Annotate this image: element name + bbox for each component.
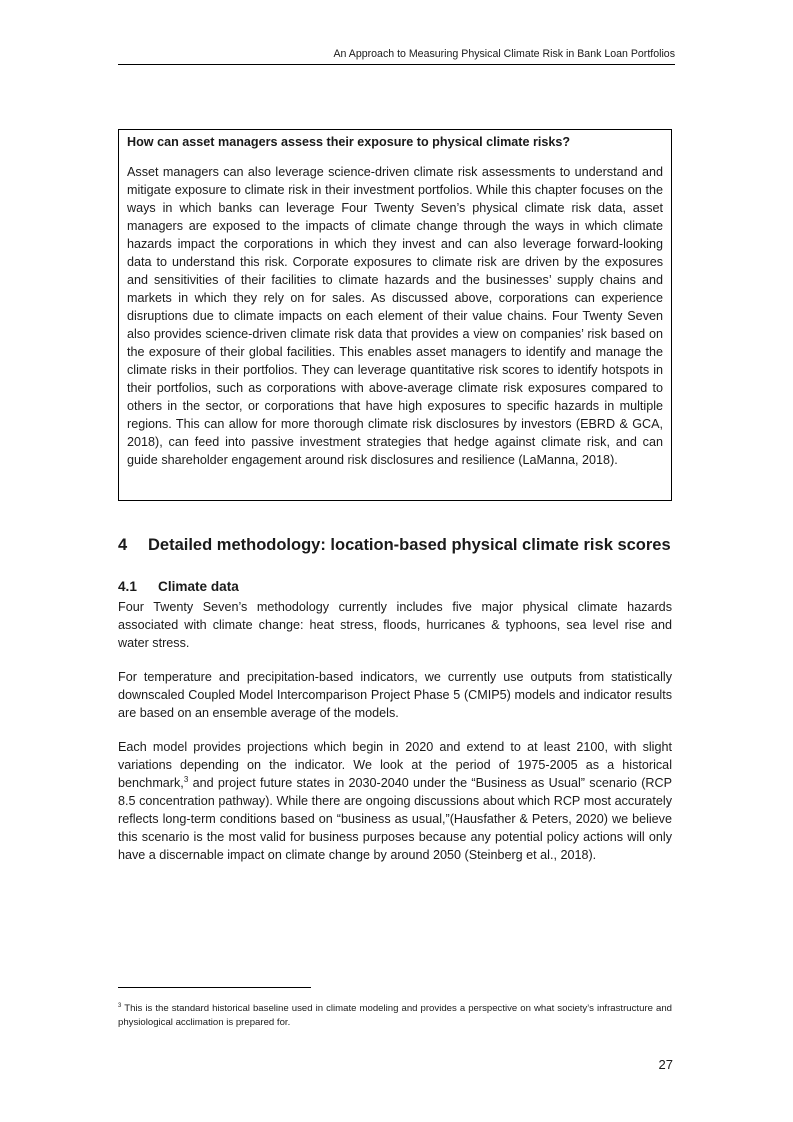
box-body: Asset managers can also leverage science-driven climate risk assessments to understand and mitigate exposure to climate risk in their investment portfolios. While this chapter focuses on the ways in which banks can leverage Four Twenty Seven’s physical climate risk data, asset managers are exposed to the impacts of climate change through the ways in which climate hazards impact the corporations in which they invest and can also leverage forward-looking data to understand this risk. Corporate exposures to climate risk are driven by the exposures and sensitivities of their facilities to climate hazards and the businesses’ supply chains and markets in which they rely on for sales. As discussed above, corporations can experience disruptions due to climate impacts on each element of their value chains. Four Twenty Seven also provides science-driven climate risk data that provides a view on companies’ risk based on the exposure of their global facilities. This enables asset managers to identify and manage the climate risks in their portfolios. They can leverage quantitative risk scores to identify hotspots in their portfolios, such as corporations with above-average climate risk exposures compared to others in the sector, or corporations that have high exposures to specific hazards in multiple regions. This can allow for more thorough climate risk disclosures by investors (EBRD & GCA, 2018), can feed into passive investment strategies that hedge against climate risk, and can guide shareholder engagement around risk disclosures and resilience (LaManna, 2018). <box>127 165 663 467</box>
subsection-heading <box>118 579 239 594</box>
body-content <box>118 598 672 880</box>
running-header <box>118 48 675 65</box>
footnote-divider <box>118 987 311 988</box>
paragraph-models: For temperature and precipitation-based indicators, we currently use outputs from statistically downscaled Coupled Model Intercomparison Project Phase 5 (CMIP5) models and indicator results are based on an ensemble average of the models. <box>118 670 672 720</box>
section-number: 4 <box>118 536 128 554</box>
box-title: How can asset managers assess their exposure to physical climate risks? <box>127 135 571 149</box>
section-title: Detailed methodology: location-based physical climate risk scores <box>148 536 671 554</box>
sidebar-box <box>118 129 672 501</box>
page-number: 27 <box>658 1057 673 1072</box>
footnote <box>118 999 672 1030</box>
subsection-number: 4.1 <box>118 579 137 594</box>
subsection-title: Climate data <box>158 579 239 594</box>
running-title: An Approach to Measuring Physical Climate Risk in Bank Loan Portfolios <box>333 48 675 60</box>
paragraph-hazards: Four Twenty Seven’s methodology currently includes five major physical climate hazards associated with climate change: heat stress, floods, hurricanes & typhoons, sea level rise and water stress. <box>118 600 672 650</box>
paragraph-projections-start: Each model provides projections which begin in 2020 and extend to at least 2100, with slight variations depending on the indicator. We look at the period of 1975-2005 as a historical benchmark, <box>118 740 672 790</box>
section-heading <box>118 536 671 555</box>
footnote-marker: 3 <box>118 1003 122 1009</box>
footnote-text: This is the standard historical baseline used in climate modeling and provides a perspective on what society’s infrastructure and physiological acclimation is prepared for. <box>118 1003 672 1029</box>
paragraph-projections <box>118 738 672 864</box>
footnote-reference[interactable]: 3 <box>183 774 189 784</box>
paragraph-projections-end: and project future states in 2030-2040 under the “Business as Usual” scenario (RCP 8.5 concentration pathway). While there are ongoing discussions about which RCP most accurately reflects long-term conditions based on “business as usual,”(Hausfather & Peters, 2020) we believe this scenario is the most valid for business purposes because any potential policy actions will only have a discernable impact on climate change by around 2050 (Steinberg et al., 2018). <box>118 776 672 862</box>
